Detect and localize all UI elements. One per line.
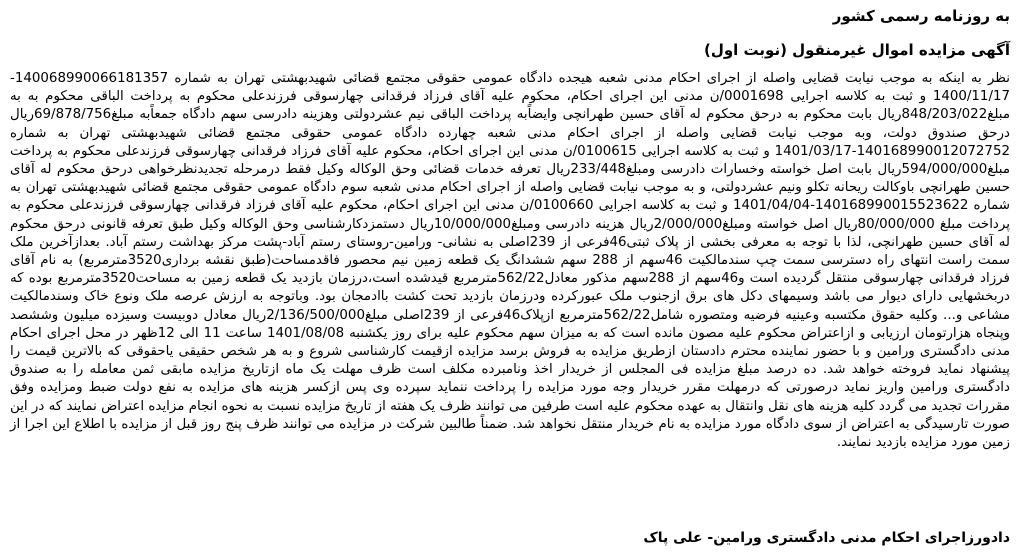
notice-body: نظر به اینکه به موجب نیابت قضایی واصله از اجرای احکام مدنی شعبه هیجده دادگاه عمومی حقوقی مجتمع قضائی شهیدبهشتی تهران به شماره 140068990066181357-1400/11/17 و ثبت به کلاسه اجرایی 0001698/ن مدنی این اجرای احکام، محکوم علیه آقای فرزاد فرقدانی چهارسوقی فرزندعلی محکوم به پرداخت الباقی محکوم به به مبلغ848/203/022ریال بابت محکوم به درحق محکوم له آقای حسین طهرانچی وایضاًبه پرداخت الباقی نیم عشردولتی وهزینه دادرسی سهم دادگاه جمعاًبه مبلغ69/878/756ریال درحق صندوق دولت، وبه موجب نیابت قضایی واصله از اجرای احکام مدنی شعبه چهارده دادگاه عمومی حقوقی مجتمع قضائی شهیدبهشتی تهران به شماره 140168990012072752-1401/03/17 و ثبت به کلاسه اجرایی 0100615/ن مدنی این اجرای احکام، محکوم علیه آقای فرزاد فرقدانی چهارسوقی فرزندعلی محکوم به پرداخت مبلغ594/000/000ریال بابت اصل خواسته وخسارات دادرسی ومبلغ233/448ریال تعرفه خدمات قضائی وحق الوکاله وکیل فقط درمرحله تجدیدنظرخواهی درحق محکوم له آقای حسین طهرانچی باوکالت ریحانه تکلو ونیم عشردولتی، و به موجب نیابت قضایی واصله از اجرای احکام مدنی شعبه سوم دادگاه عمومی حقوقی مجتمع قضائی شهیدبهشتی تهران به شماره 140168990015523622-1401/04/04 و ثبت به کلاسه اجرایی 0100660/ن مدنی این اجرای احکام، محکوم علیه آقای فرزاد فرقدانی چهارسوقی فرزندعلی محکوم به پرداخت مبلغ 80/000/000ریال اصل خواسته ومبلغ2/000/000ریال هزینه دادرسی ومبلغ10/000/000ریال دستمزدکارشناسی وحق الوکاله وکیل طبق تعرفه قانونی درحق محکوم له آقای حسین طهرانچی، لذا با توجه به معرفی بخشی از پلاک ثبتی46فرعی از 239اصلی به نشانی- ورامین-روستای رستم آباد-پشت مرکز بهداشت رستم آباد. بعدازآخرین ملک سمت راست انتهای راه دسترسی سمت چپ سندمالکیت 46سهم از 288 سهم ششدانگ یک قطعه زمین نیم محصور فاقدمساحت(طبق نقشه برداری3520مترمربع) به نام آقای فرزاد فرقدانی چهارسوقی منتقل گردیده است و46سهم از 288سهم مذکور معادل562/22مترمربع قیدشده است،درزمان بازدید یک قطعه زمین به مساحت3520مترمربع بوده که دربخشهایی دارای دیوار می باشد وسیمهای دکل های برق ازجنوب ملک عبورکرده ودرزمان بازدید تحت کشت باادمجان بود. وباتوجه به ارزش عرصه ملک ونوع خاک وسندمالکیت مشاعی و... وکلیه حقوق مکتسبه وعینیه فرضیه ومتصوره شامل562/22مترمربع ازپلاک46فرعی از 239اصلی مبلغ2/136/500/000ریال معادل دوبیست وسیزده میلیون وششصد وپنجاه هزارتومان ارزیابی و ازاعتراض محکوم علیه مصون مانده است که به میزان سهم محکوم علیه برای روز یکشنبه 1401/08/08 ساعت 11 الی 12ظهر در محل اجرای احکام مدنی دادگستری ورامین و با حضور نماینده محترم دادستان ازطریق مزایده به فروش برسد مزایده ازقیمت کارشناسی شروع و به هر شخص حقیقی یاحقوقی که بالاترین قیمت را پیشنهاد نماید فروخته خواهد شد. ده درصد مبلغ مزایده فی المجلس از خریدار اخذ ونامبرده مکلف است ظرف مهلت یک ماه ازتاریخ مزایده مابقی ثمن معامله را به صندوق دادگستری ورامین واریز نماید درصورتی که درمهلت مقرر خریدار وجه مورد مزایده را پرداخت ننماید سپرده وی پس ازکسر هزینه های مزایده به نفع دولت ضبط ومزایده وفق مقررات تجدید می گردد کلیه هزینه های نقل وانتقال به عهده محکوم علیه است طرفین می توانند ظرف یک هفته از تاریخ مزایده نسبت به نحوه انجام مزایده اعتراض نمایند که در این صورت تارسیدگی به اعتراض از سوی دادگاه مورد مزایده به نام خریدار منتقل نخواهد شد. ضمناً طالبین شرکت در مزایده می توانند ظرف پنج روز قبل از مزایده با اطلاع این اجرا از زمین مورد مزایده بازدید نمایند. [10, 71, 1011, 451]
notice-signature: دادورزاجرای احکام مدنی دادگستری ورامین- علی پاک [643, 530, 1010, 546]
publisher-label: به روزنامه رسمی کشور [832, 7, 1010, 25]
notice-title: آگهی مزایده اموال غیرمنقول (نوبت اول) [703, 41, 1010, 59]
